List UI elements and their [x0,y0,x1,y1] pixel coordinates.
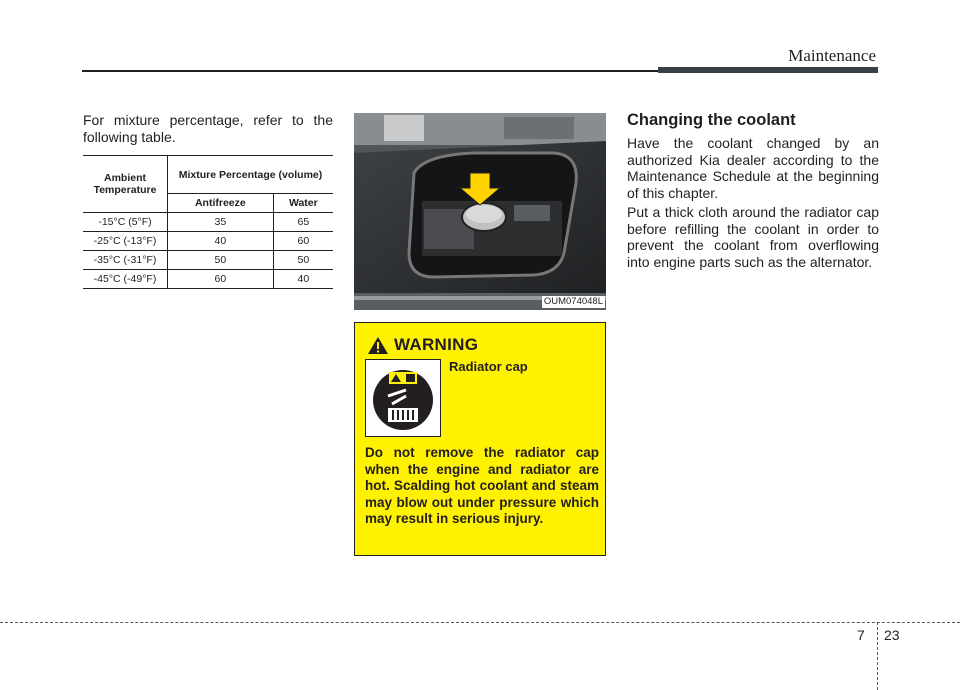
header-rule [82,70,658,72]
coolant-heading: Changing the coolant [627,111,796,129]
table-row [83,213,333,232]
warning-subtitle: Radiator cap [449,359,528,374]
water-cell: 50 [273,251,333,270]
temp-cell: -25°C (-13°F) [83,232,168,251]
antifreeze-cell: 60 [168,270,274,289]
page-number: 23 [884,627,900,643]
footer-divider [877,622,878,690]
warning-text: Do not remove the radiator cap when the engine and radiator are hot. Scalding hot coolant and steam may blow out under pressure which may result in serious injury. [365,445,599,526]
intro-text: For mixture percentage, refer to the following table. [83,112,333,145]
section-title: Maintenance [788,46,876,65]
table-row [83,232,333,251]
antifreeze-cell: 40 [168,232,274,251]
col-mixture-header: Mixture Percentage (volume) [168,156,334,194]
warning-triangle-icon [367,336,389,355]
antifreeze-cell: 35 [168,213,274,232]
radiator-hazard-label [365,359,441,437]
warning-header [367,335,478,355]
mixture-table [83,155,333,289]
water-cell: 65 [273,213,333,232]
temp-cell: -45°C (-49°F) [83,270,168,289]
table-row [83,270,333,289]
warning-title: WARNING [394,335,479,354]
temp-cell: -15°C (5°F) [83,213,168,232]
engine-bay-illustration [354,113,606,310]
chapter-number: 7 [857,627,865,643]
warning-box [354,322,606,556]
col-water-header: Water [273,194,333,213]
water-cell: 40 [273,270,333,289]
footer-rule [0,622,960,623]
col-antifreeze-header: Antifreeze [168,194,274,213]
water-cell: 60 [273,232,333,251]
hot-radiator-icon [366,360,440,436]
col-ambient-header: Ambient Temperature [83,156,168,213]
temp-cell: -35°C (-31°F) [83,251,168,270]
coolant-paragraph-2: Put a thick cloth around the radiator cap before refilling the coolant in order to prevent the coolant from overflowing into engine parts such as the alternator. [627,204,879,270]
radiator-cap-photo [354,113,606,310]
photo-code: OUM074048L [543,296,603,307]
antifreeze-cell: 50 [168,251,274,270]
header-bar [658,67,878,73]
table-row [83,251,333,270]
coolant-paragraph-1: Have the coolant changed by an authorized Kia dealer according to the Maintenance Schedule at the beginning of this chapter. [627,135,879,201]
